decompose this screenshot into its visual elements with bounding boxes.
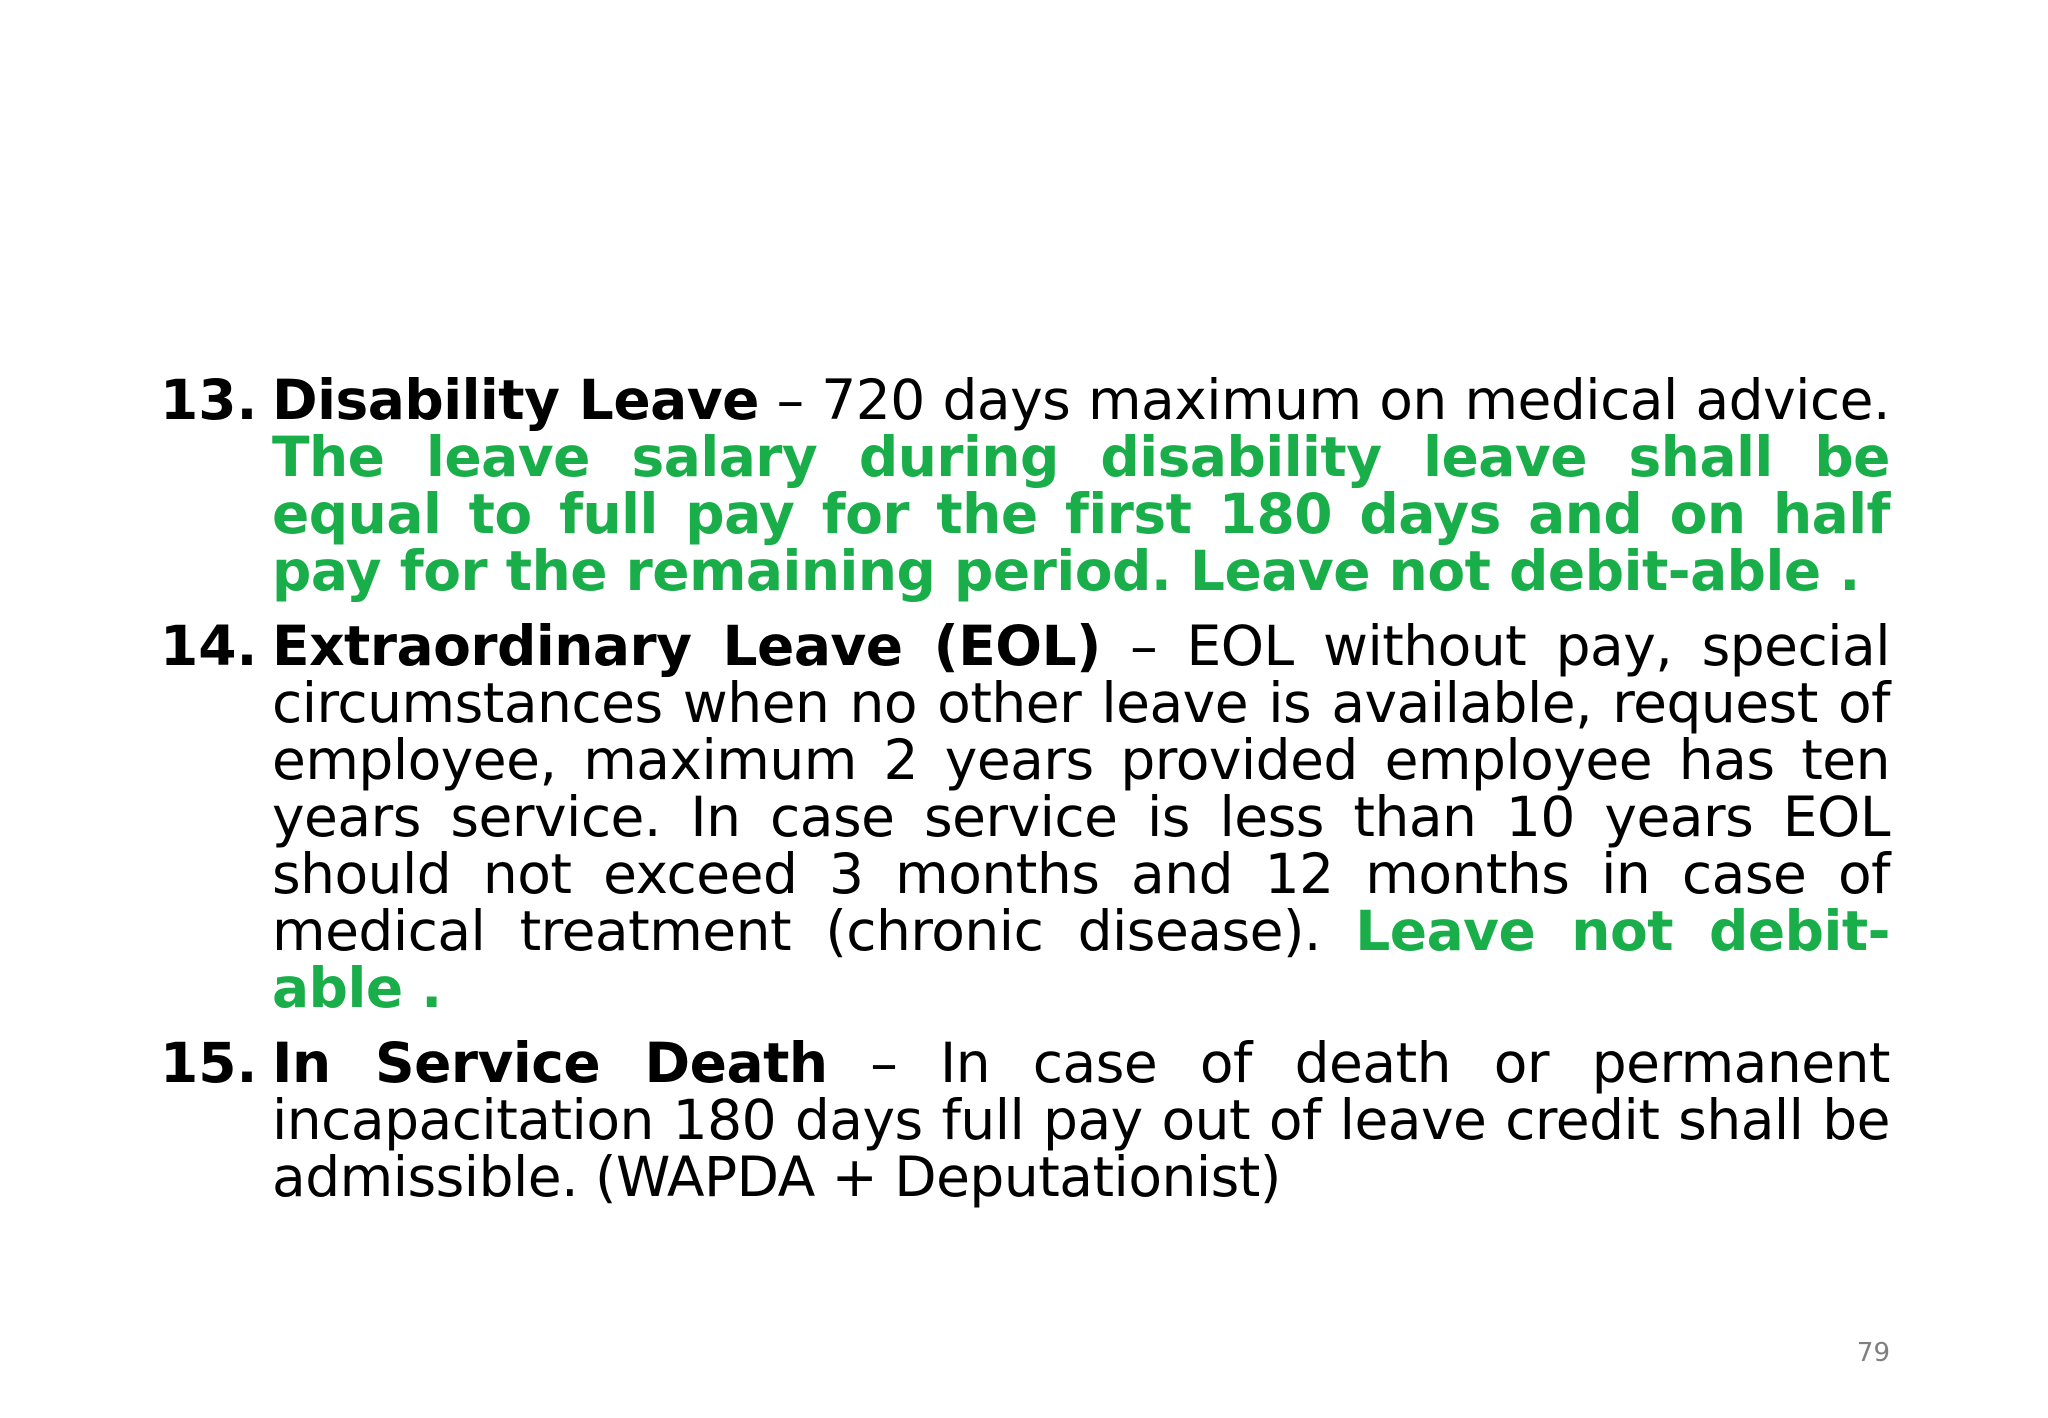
item-number: 13. <box>160 368 258 432</box>
item-title: Extraordinary Leave (EOL) <box>272 614 1101 678</box>
list-item <box>160 614 1890 1020</box>
item-title: In Service Death <box>272 1031 828 1095</box>
leave-rules-list <box>160 368 1890 1224</box>
list-item <box>160 1031 1890 1209</box>
list-item <box>160 368 1890 603</box>
item-description: – In case of death or permanent incapacitation 180 days full pay out of leave credit shall be admissible. (WAPDA + Deputationist) <box>272 1031 1890 1209</box>
item-title: Disability Leave <box>272 368 759 432</box>
item-text <box>272 614 1890 1020</box>
item-number: 14. <box>160 614 258 678</box>
page-number: 79 <box>1856 1338 1890 1368</box>
item-highlight: The leave salary during disability leave shall be equal to full pay for the first 180 days and on half pay for the remaining period. Leave not debit-able . <box>272 425 1890 603</box>
item-text <box>272 368 1890 603</box>
item-number: 15. <box>160 1031 258 1095</box>
item-highlight: Leave not debit-able . <box>272 899 1890 1020</box>
item-text <box>272 1031 1890 1209</box>
item-description: – 720 days maximum on medical advice. <box>758 368 1890 432</box>
item-description: – EOL without pay, special circumstances when no other leave is available, request of employee, maximum 2 years provided employee has ten years service. In case service is less than 10 years EOL should not exceed 3 months and 12 months in case of medical treatment (chronic disease). <box>272 614 1890 963</box>
